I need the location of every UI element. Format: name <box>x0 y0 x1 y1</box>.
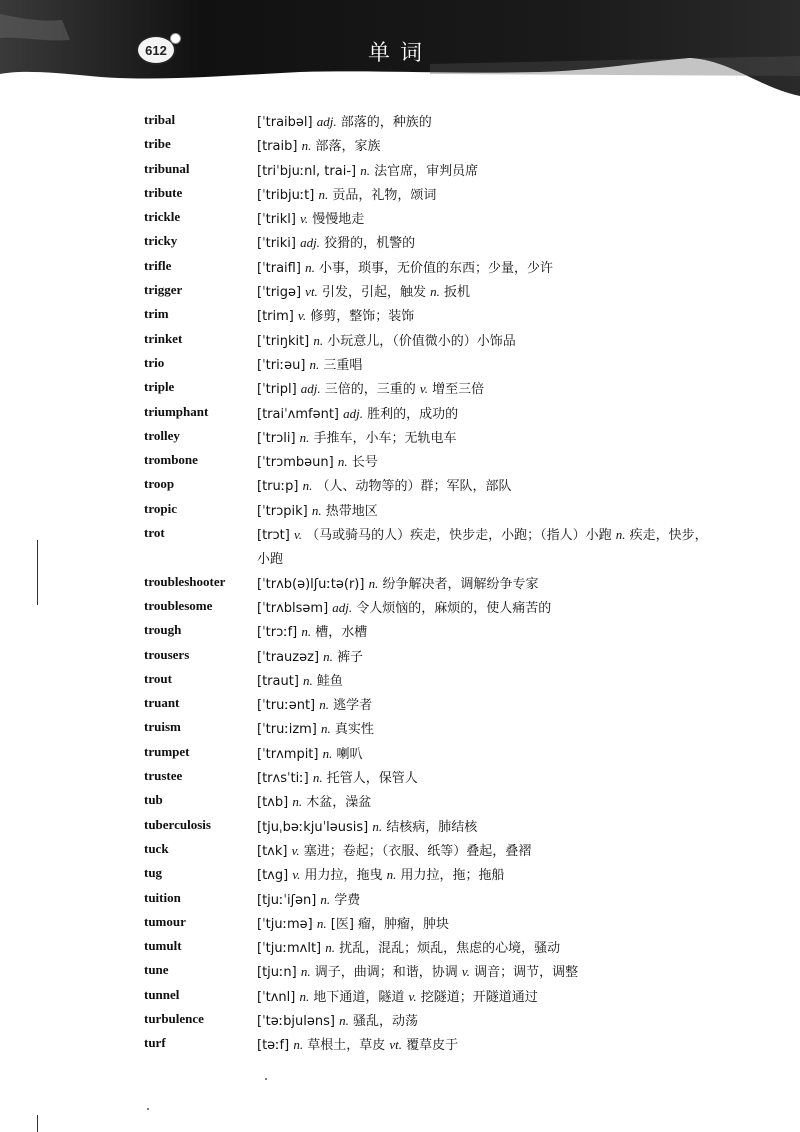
part-of-speech: n. <box>312 770 323 786</box>
definition <box>257 839 712 864</box>
definition <box>257 256 712 281</box>
headword: turbulence <box>144 1010 204 1026</box>
headword: tug <box>144 865 163 881</box>
meaning: 裤子 <box>332 649 364 665</box>
meaning: 槽，水槽 <box>311 625 368 641</box>
phonetic: [tʌk] <box>257 843 288 859</box>
part-of-speech: n. <box>313 332 324 348</box>
definition <box>257 1009 712 1034</box>
phonetic: [ˈtʌnl] <box>257 989 296 1005</box>
headword: tune <box>144 962 169 978</box>
section-title: 单词 <box>367 41 432 66</box>
definition <box>257 474 712 499</box>
headword: triumphant <box>144 403 209 419</box>
glossary-entry <box>0 304 800 328</box>
meaning: 三倍的，三重的 <box>320 382 420 398</box>
part-of-speech: n. <box>339 1012 349 1028</box>
glossary-entry <box>0 645 800 669</box>
phonetic: [trim] <box>257 309 294 325</box>
part-of-speech: n. <box>305 259 315 275</box>
definition <box>257 596 712 621</box>
glossary-entry <box>0 669 800 693</box>
meaning: 覆草皮于 <box>402 1038 459 1054</box>
part-of-speech: v. <box>419 381 428 397</box>
glossary-entry <box>0 280 800 304</box>
part-of-speech: n. <box>337 454 348 470</box>
headword: trigger <box>144 282 183 298</box>
glossary-entry <box>0 134 800 158</box>
definition <box>257 353 712 378</box>
definition <box>257 402 712 427</box>
definition <box>257 377 712 402</box>
headword: tuck <box>144 840 169 856</box>
definition <box>257 669 712 694</box>
glossary-entry <box>0 1033 800 1057</box>
definition <box>257 888 712 913</box>
phonetic: [traib] <box>257 139 298 155</box>
phonetic: [ˈtrikl] <box>257 212 296 228</box>
glossary-entry <box>0 183 800 207</box>
phonetic: [ˈtrʌblsəm] <box>257 600 329 616</box>
glossary-entry <box>0 499 800 523</box>
part-of-speech: v. <box>291 842 300 858</box>
scan-speck <box>265 1078 267 1080</box>
definition <box>257 960 712 985</box>
part-of-speech: v. <box>293 527 303 543</box>
glossary-entry <box>0 863 800 887</box>
glossary-entry <box>0 888 800 912</box>
glossary-entry <box>0 742 800 766</box>
part-of-speech: n. <box>301 624 312 640</box>
meaning: 部落的，种族的 <box>336 115 432 130</box>
part-of-speech: vt. <box>389 1037 402 1053</box>
headword: tropic <box>144 500 177 516</box>
phonetic: [ˈtrʌmpit] <box>257 746 319 762</box>
headword: trifle <box>144 257 172 273</box>
glossary-entry <box>0 572 800 596</box>
glossary-entry <box>0 620 800 644</box>
glossary-entry <box>0 596 800 620</box>
phonetic: [truːp] <box>257 479 299 495</box>
phonetic: [traut] <box>257 673 299 689</box>
part-of-speech: n. <box>299 429 310 445</box>
part-of-speech: adj. <box>300 381 321 397</box>
part-of-speech: adj. <box>332 599 353 615</box>
headword: tuition <box>144 889 181 905</box>
part-of-speech: n. <box>360 162 370 178</box>
meaning: 慢慢地走 <box>308 212 365 228</box>
phonetic: [ˈtrɔːf] <box>257 625 298 641</box>
part-of-speech: n. <box>299 988 310 1004</box>
definition <box>257 766 712 791</box>
phonetic: [ˈtraifl] <box>257 260 301 276</box>
definition <box>257 620 712 645</box>
meaning: 胜利的，成功的 <box>363 406 459 422</box>
meaning: 地下通道，隧道 <box>309 989 409 1005</box>
definition <box>257 450 712 475</box>
headword: tumour <box>144 913 186 929</box>
definition <box>257 863 712 888</box>
glossary-entry <box>0 839 800 863</box>
headword: trousers <box>144 646 190 662</box>
phonetic: [ˈtriki] <box>257 236 296 252</box>
headword: troubleshooter <box>144 573 226 589</box>
meaning: 逃学者 <box>329 698 373 714</box>
glossary-entry <box>0 426 800 450</box>
headword: trolley <box>144 427 180 443</box>
definition <box>257 936 712 961</box>
definition <box>257 183 712 208</box>
definition <box>257 985 712 1010</box>
definition <box>257 159 712 184</box>
headword: trumpet <box>144 743 190 759</box>
definition <box>257 207 712 232</box>
phonetic: [triˈbjuːnl, trai-] <box>257 163 357 179</box>
meaning: 小玩意儿，（价值微小的）小饰品 <box>323 333 516 349</box>
margin-line <box>37 540 38 605</box>
part-of-speech: n. <box>386 867 397 883</box>
definition <box>257 426 712 451</box>
headword: tuberculosis <box>144 816 211 832</box>
part-of-speech: v. <box>292 867 301 883</box>
meaning: 挖隧道；开隧道通过 <box>416 989 538 1005</box>
margin-line <box>37 1115 38 1132</box>
phonetic: [ˈtribjuːt] <box>257 187 315 203</box>
part-of-speech: adj. <box>343 405 364 421</box>
definition <box>257 693 712 718</box>
meaning: 扳机 <box>439 285 470 301</box>
phonetic: [ˈtrigə] <box>257 285 302 301</box>
part-of-speech: n. <box>311 502 322 518</box>
headword: tub <box>144 792 163 808</box>
meaning: 喇叭 <box>332 746 363 762</box>
phonetic: [tjuːn] <box>257 965 297 981</box>
page-number-badge: 612 <box>136 35 176 65</box>
glossary-entry <box>0 110 800 134</box>
meaning: 疾走，快步，小跑 <box>257 528 708 568</box>
meaning: 学费 <box>330 892 361 908</box>
headword: tribe <box>144 136 171 152</box>
phonetic: [trɔt] <box>257 528 290 544</box>
glossary-entry-list <box>0 110 800 1058</box>
part-of-speech: n. <box>293 1037 304 1053</box>
glossary-entry <box>0 207 800 231</box>
meaning: 用力拉，拖曳 <box>300 868 387 884</box>
headword: tribute <box>144 184 183 200</box>
phonetic: [tʌg] <box>257 868 289 884</box>
headword: tumult <box>144 938 182 954</box>
meaning: 调音；调节，调整 <box>469 965 579 981</box>
definition <box>257 912 712 937</box>
glossary-entry <box>0 960 800 984</box>
meaning: 狡猾的，机警的 <box>319 236 416 252</box>
meaning: 长号 <box>347 455 378 471</box>
headword: tribal <box>144 112 176 127</box>
part-of-speech: n. <box>615 527 626 543</box>
glossary-entry <box>0 815 800 839</box>
glossary-entry <box>0 329 800 353</box>
headword: triple <box>144 379 175 395</box>
part-of-speech: v. <box>298 308 307 324</box>
meaning: [医] 瘤，肿瘤，肿块 <box>326 916 450 932</box>
phonetic: [ˈtrʌb(ə)lʃuːtə(r)] <box>257 576 365 592</box>
glossary-entry <box>0 450 800 474</box>
phonetic: [ˈtruːizm] <box>257 722 317 738</box>
meaning: 增至三倍 <box>427 382 485 398</box>
part-of-speech: n. <box>368 575 379 591</box>
part-of-speech: v. <box>461 964 470 980</box>
part-of-speech: n. <box>292 794 303 810</box>
meaning: 贡品，礼物，颂词 <box>328 187 437 203</box>
definition <box>257 645 712 670</box>
glossary-entry <box>0 256 800 280</box>
phonetic: [ˈtəːbjuləns] <box>257 1013 335 1029</box>
definition <box>257 499 712 524</box>
part-of-speech: adj. <box>300 235 320 251</box>
part-of-speech: n. <box>430 284 440 300</box>
meaning: （马或骑马的人）疾走，快步走，小跑；（指人）小跑 <box>302 528 616 544</box>
glossary-entry <box>0 474 800 498</box>
headword: trustee <box>144 768 183 784</box>
meaning: 扰乱，混乱；烦乱，焦虑的心境，骚动 <box>335 941 561 957</box>
headword: trinket <box>144 330 183 346</box>
headword: turf <box>144 1035 166 1051</box>
definition <box>257 790 712 815</box>
meaning: 引发，引起，触发 <box>317 285 431 301</box>
glossary-entry <box>0 790 800 814</box>
glossary-entry <box>0 936 800 960</box>
page-badge-dot <box>170 33 181 44</box>
headword: trio <box>144 354 165 370</box>
glossary-entry <box>0 159 800 183</box>
headword: trout <box>144 670 172 686</box>
phonetic: [tʌb] <box>257 795 289 811</box>
definition <box>257 717 712 742</box>
definition <box>257 523 712 572</box>
phonetic: [ˈtrauzəz] <box>257 649 320 665</box>
phonetic: [ˈtrɔli] <box>257 430 296 446</box>
part-of-speech: n. <box>325 940 336 956</box>
meaning: 木盆，澡盆 <box>302 795 372 811</box>
headword: tricky <box>144 233 178 249</box>
part-of-speech: vt. <box>305 284 318 300</box>
glossary-entry <box>0 985 800 1009</box>
glossary-entry <box>0 717 800 741</box>
meaning: 用力拉，拖；拖船 <box>396 868 505 884</box>
definition <box>257 280 712 305</box>
part-of-speech: n. <box>318 186 329 202</box>
glossary-entry <box>0 693 800 717</box>
definition <box>257 231 712 256</box>
meaning: 托管人，保管人 <box>322 771 418 787</box>
headword: trough <box>144 622 182 638</box>
meaning: 热带地区 <box>321 503 378 519</box>
definition <box>257 329 712 354</box>
headword: trombone <box>144 452 198 468</box>
headword: trickle <box>144 209 181 225</box>
glossary-entry <box>0 1009 800 1033</box>
part-of-speech: n. <box>316 915 327 931</box>
headword: troublesome <box>144 597 213 613</box>
glossary-entry <box>0 766 800 790</box>
glossary-entry <box>0 353 800 377</box>
phonetic: [trʌsˈtiː] <box>257 771 309 787</box>
definition <box>257 110 712 135</box>
meaning: 调子，曲调；和谐，协调 <box>310 965 462 981</box>
phonetic: [ˈtraibəl] <box>257 115 313 130</box>
meaning: 令人烦恼的，麻烦的，使人痛苦的 <box>352 600 552 616</box>
part-of-speech: n. <box>321 721 331 737</box>
part-of-speech: n. <box>319 697 330 713</box>
part-of-speech: adj. <box>316 114 337 129</box>
meaning: 小事，琐事，无价值的东西；少量，少许 <box>314 260 553 276</box>
glossary-entry <box>0 912 800 936</box>
definition <box>257 134 712 159</box>
meaning: 纷争解决者，调解纷争专家 <box>378 576 539 592</box>
meaning: （人、动物等的）群；军队，部队 <box>312 479 512 495</box>
part-of-speech: n. <box>303 672 313 688</box>
glossary-entry <box>0 377 800 401</box>
meaning: 部落，家族 <box>311 139 381 155</box>
definition <box>257 815 712 840</box>
part-of-speech: n. <box>301 138 312 154</box>
phonetic: [tjuːˈiʃən] <box>257 892 317 908</box>
headword: truant <box>144 695 180 711</box>
meaning: 结核病，肺结核 <box>382 819 478 835</box>
glossary-entry <box>0 402 800 426</box>
part-of-speech: n. <box>323 648 333 664</box>
meaning: 三重唱 <box>319 357 363 373</box>
meaning: 草根土，草皮 <box>303 1038 390 1054</box>
definition <box>257 1033 712 1058</box>
definition <box>257 572 712 597</box>
meaning: 塞进；卷起；（衣服、纸等）叠起，叠褶 <box>299 843 532 859</box>
meaning: 鲑鱼 <box>312 673 343 689</box>
headword: tribunal <box>144 160 190 176</box>
phonetic: [ˈtrɔmbəun] <box>257 455 334 471</box>
headword: truism <box>144 719 181 735</box>
phonetic: [təːf] <box>257 1038 290 1054</box>
phonetic: [ˈtripl] <box>257 382 297 398</box>
glossary-entry <box>0 231 800 255</box>
part-of-speech: n. <box>300 964 311 980</box>
phonetic: [ˈtjuːmʌlt] <box>257 941 322 957</box>
meaning: 真实性 <box>330 722 374 738</box>
part-of-speech: n. <box>302 478 313 494</box>
meaning: 法官席，审判员席 <box>369 163 479 179</box>
phonetic: [ˈtjuːmə] <box>257 916 313 932</box>
part-of-speech: v. <box>408 988 417 1004</box>
meaning: 手推车，小车；无轨电车 <box>309 430 457 446</box>
part-of-speech: v. <box>300 211 309 227</box>
headword: tunnel <box>144 986 180 1002</box>
phonetic: [ˈtruːənt] <box>257 698 316 714</box>
part-of-speech: n. <box>322 745 333 761</box>
phonetic: [ˈtriŋkit] <box>257 333 310 349</box>
phonetic: [tjuˌbəːkjuˈləusis] <box>257 819 369 835</box>
headword: trot <box>144 525 165 541</box>
scan-speck <box>147 1108 149 1110</box>
headword: trim <box>144 306 169 322</box>
definition <box>257 742 712 767</box>
part-of-speech: n. <box>372 818 383 834</box>
part-of-speech: n. <box>309 356 320 372</box>
part-of-speech: n. <box>320 891 331 907</box>
phonetic: [ˈtriːəu] <box>257 357 306 373</box>
meaning: 骚乱，动荡 <box>348 1013 418 1029</box>
definition <box>257 304 712 329</box>
glossary-entry <box>0 523 800 572</box>
meaning: 修剪，整饰；装饰 <box>306 309 415 325</box>
phonetic: [ˈtrɔpik] <box>257 503 308 519</box>
headword: troop <box>144 476 175 492</box>
phonetic: [traiˈʌmfənt] <box>257 406 340 422</box>
